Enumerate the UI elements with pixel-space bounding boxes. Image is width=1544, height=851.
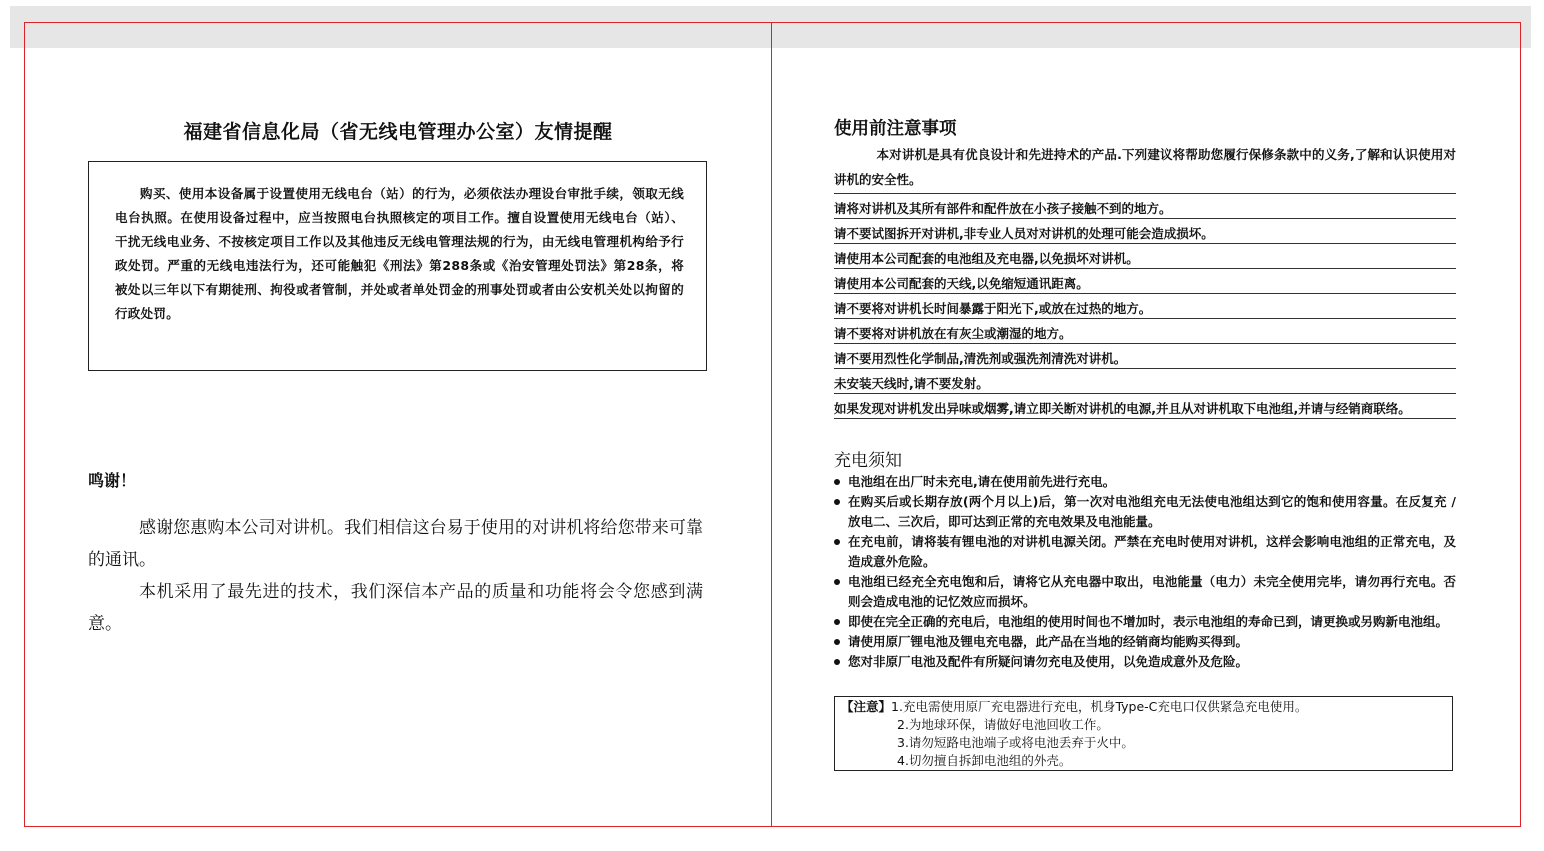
precautions-title: 使用前注意事项 xyxy=(834,119,957,139)
bullet-icon xyxy=(834,539,840,545)
charging-title: 充电须知 xyxy=(834,451,902,471)
charging-item xyxy=(834,532,1456,572)
charging-list xyxy=(834,472,1456,672)
precaution-item: 请不要将对讲机长时间暴露于阳光下,或放在过热的地方。 xyxy=(834,294,1456,319)
precaution-item: 请使用本公司配套的电池组及充电器,以免损坏对讲机。 xyxy=(834,244,1456,269)
charging-item xyxy=(834,472,1456,492)
caution-text: 1.充电需使用原厂充电器进行充电，机身Type-C充电口仅供紧急充电使用。 xyxy=(891,699,1308,714)
caution-label: 【注意】 xyxy=(841,699,892,714)
charging-item-text: 即使在完全正确的充电后，电池组的使用时间也不增加时，表示电池组的寿命已到，请更换或另购新电池组。 xyxy=(848,614,1449,629)
bullet-icon xyxy=(834,659,840,665)
bullet-icon xyxy=(834,619,840,625)
precaution-item: 请将对讲机及其所有部件和配件放在小孩子接触不到的地方。 xyxy=(834,194,1456,219)
precautions-intro: 本对讲机是具有优良设计和先进持术的产品.下列建议将帮助您履行保修条款中的义务,了解和认识使用对讲机的安全性。 xyxy=(834,147,1456,187)
charging-item-text: 电池组已经充全充电饱和后，请将它从充电器中取出，电池能量（电力）未完全使用完毕，请勿再行充电。否则会造成电池的记忆效应而损坏。 xyxy=(848,574,1456,609)
thanks-heading: 鸣谢！ xyxy=(88,471,137,490)
bullet-icon xyxy=(834,499,840,505)
caution-line: 3.请勿短路电池端子或将电池丢弃于火中。 xyxy=(897,735,1134,750)
precaution-item: 请使用本公司配套的天线,以免缩短通讯距离。 xyxy=(834,269,1456,294)
charging-item-text: 请使用原厂锂电池及锂电充电器，此产品在当地的经销商均能购买得到。 xyxy=(848,634,1249,649)
bullet-icon xyxy=(834,639,840,645)
charging-item-text: 在购买后或长期存放(两个月以上)后，第一次对电池组充电无法使电池组达到它的饱和使用容量。在反复充 / 放电二、三次后，即可达到正常的充电效果及电池能量。 xyxy=(848,494,1456,529)
left-page-title: 福建省信息化局（省无线电管理办公室）友情提醒 xyxy=(183,121,613,143)
regulatory-notice-text: 购买、使用本设备属于设置使用无线电台（站）的行为，必须依法办理设台审批手续，领取无线电台执照。在使用设备过程中，应当按照电台执照核定的项目工作。擅自设置使用无线电台（站）、干扰无线电业务、不按核定项目工作以及其他违反无线电管理法规的行为，由无线电管理机构给予行政处罚。严重的无线电违法行为，还可能触犯《刑法》第288条或《治安管理处罚法》第28条，将被处以三年以下有期徒刑、拘役或者管制，并处或者单处罚金的刑事处罚或者由公安机关处以拘留的行政处罚。 xyxy=(115,186,684,321)
precaution-item: 如果发现对讲机发出异味或烟雾,请立即关断对讲机的电源,并且从对讲机取下电池组,并请与经销商联络。 xyxy=(834,394,1456,419)
bullet-icon xyxy=(834,579,840,585)
charging-item-text: 电池组在出厂时未充电,请在使用前先进行充电。 xyxy=(848,474,1116,489)
thanks-body xyxy=(88,512,703,640)
caution-line: 4.切勿擅自拆卸电池组的外壳。 xyxy=(897,753,1072,768)
page-divider xyxy=(771,22,772,827)
caution-line: 2.为地球环保，请做好电池回收工作。 xyxy=(897,717,1109,732)
charging-item-text: 您对非原厂电池及配件有所疑问请勿充电及使用，以免造成意外及危险。 xyxy=(848,654,1249,669)
precaution-item: 请不要试图拆开对讲机,非专业人员对对讲机的处理可能会造成损坏。 xyxy=(834,219,1456,244)
charging-item xyxy=(834,632,1456,652)
charging-item xyxy=(834,612,1456,632)
charging-item-text: 在充电前，请将装有锂电池的对讲机电源关闭。严禁在充电时使用对讲机，这样会影响电池组的正常充电，及造成意外危险。 xyxy=(848,534,1456,569)
thanks-paragraph: 感谢您惠购本公司对讲机。我们相信这台易于使用的对讲机将给您带来可靠的通讯。 xyxy=(88,518,703,570)
precaution-item: 未安装天线时,请不要发射。 xyxy=(834,369,1456,394)
precautions-list xyxy=(834,193,1456,419)
regulatory-notice-box xyxy=(88,161,707,371)
caution-line xyxy=(841,698,1446,716)
precaution-item: 请不要用烈性化学制品,清洗剂或强洗剂清洗对讲机。 xyxy=(834,344,1456,369)
charging-item xyxy=(834,572,1456,612)
precaution-item: 请不要将对讲机放在有灰尘或潮湿的地方。 xyxy=(834,319,1456,344)
charging-item xyxy=(834,492,1456,532)
bullet-icon xyxy=(834,479,840,485)
thanks-paragraph: 本机采用了最先进的技术，我们深信本产品的质量和功能将会令您感到满意。 xyxy=(88,582,703,634)
caution-box xyxy=(834,696,1453,771)
charging-item xyxy=(834,652,1456,672)
